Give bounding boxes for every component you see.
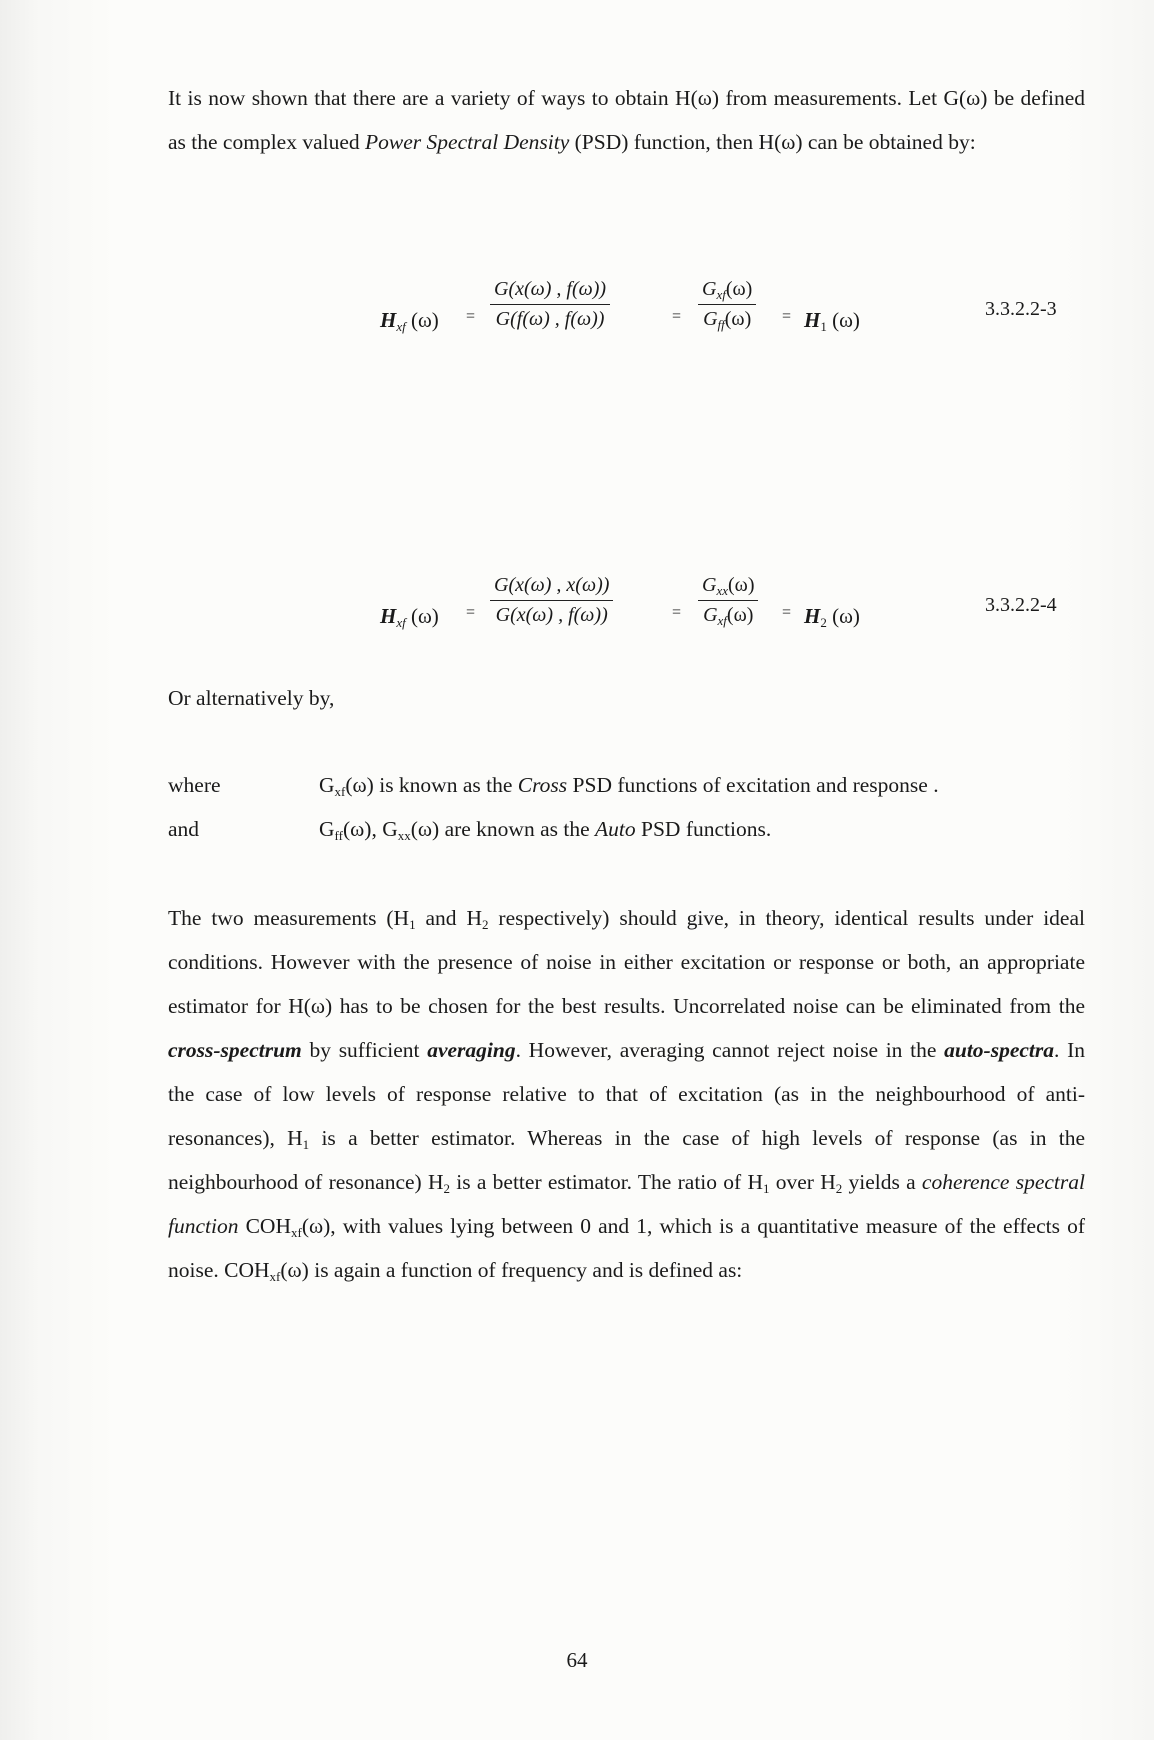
cross-spectrum-term: cross-spectrum	[168, 1038, 302, 1062]
averaging-term: averaging	[427, 1038, 516, 1062]
equation-2-number: 3.3.2.2-4	[985, 594, 1057, 616]
page-number: 64	[566, 1648, 588, 1672]
eq1-sign-1: =	[466, 308, 476, 325]
eq2-sign-3: =	[782, 604, 792, 621]
body-paragraph: The two measurements ($H_1$ and $H_2$ respectively) should give, in theory, identical results under ideal conditions. However with the presence of noise in either excitation or response or both, an appropriate estimator for H(ω) has to be chosen for the best results. Uncorrelated noise can be eliminated from the cross-spectrum by sufficient averaging. However, averaging cannot reject noise in the auto-spectra. In the case of low levels of response relative to that of excitation (as in the neighbourhood of anti-resonances), $H_1$ is a better estimator. Whereas in the case of high levels of response (as in the neighbourhood of resonance) $H_2$ is a better estimator. The ratio of $H_1$ over $H_2$ yields a coherence spectral function $COH_{xf}(\omega)$, with values lying between 0 and 1, which is a quantitative measure of the effects of noise. $COH_{xf}(\omega)$ is again a function of frequency and is defined as:	[168, 906, 1085, 1284]
where-description: $G_{xf}(\omega)$ is known as the Cross PSD functions of excitation and response .	[319, 773, 939, 799]
eq2-sign-2: =	[672, 604, 682, 621]
eq1-lhs: $H_{xf}$ (ω)	[380, 308, 439, 334]
intro-text-a: It is now shown that there are a variety of ways to obtain H(ω) from measurements. Let G(ω) be defined as the complex valued	[168, 86, 1085, 154]
eq2-rhs: $H_2$ (ω)	[804, 604, 860, 630]
equation-1-number: 3.3.2.2-3	[985, 298, 1057, 320]
equation-1	[380, 278, 1100, 368]
alternatively-text: Or alternatively by,	[168, 686, 335, 710]
eq1-fraction-2: $G_{xf}(\omega)$ $G_{ff}(\omega)$	[698, 278, 756, 331]
auto-spectra-term: auto-spectra	[944, 1038, 1054, 1062]
eq1-rhs: $H_1$ (ω)	[804, 308, 860, 334]
eq2-fraction-2: $G_{xx}(\omega)$ $G_{xf}(\omega)$	[698, 574, 758, 627]
coherence-term: coherence spectral function	[168, 1170, 1085, 1238]
eq2-sign-1: =	[466, 604, 476, 621]
eq1-sign-3: =	[782, 308, 792, 325]
where-label: where	[168, 773, 221, 797]
eq2-fraction-1: $\frac{G(x(\omega) , x(\omega))}{G(x(\omega) , f(\omega))}$	[490, 574, 613, 627]
intro-paragraph	[168, 76, 1085, 164]
and-description: $G_{ff}(\omega)$, $G_{xx}(\omega)$ are known as the Auto PSD functions.	[319, 817, 772, 843]
and-label: and	[168, 817, 200, 841]
eq1-fraction-1: $\frac{G(x(\omega) , f(\omega))}{G(f(\omega) , f(\omega))}$	[490, 278, 610, 331]
eq2-lhs: $H_{xf}$ (ω)	[380, 604, 439, 630]
eq1-sign-2: =	[672, 308, 682, 325]
equation-2	[380, 574, 1100, 664]
intro-text-b: (PSD) function, then H(ω) can be obtained by:	[569, 130, 976, 154]
psd-term: Power Spectral Density	[365, 130, 570, 154]
